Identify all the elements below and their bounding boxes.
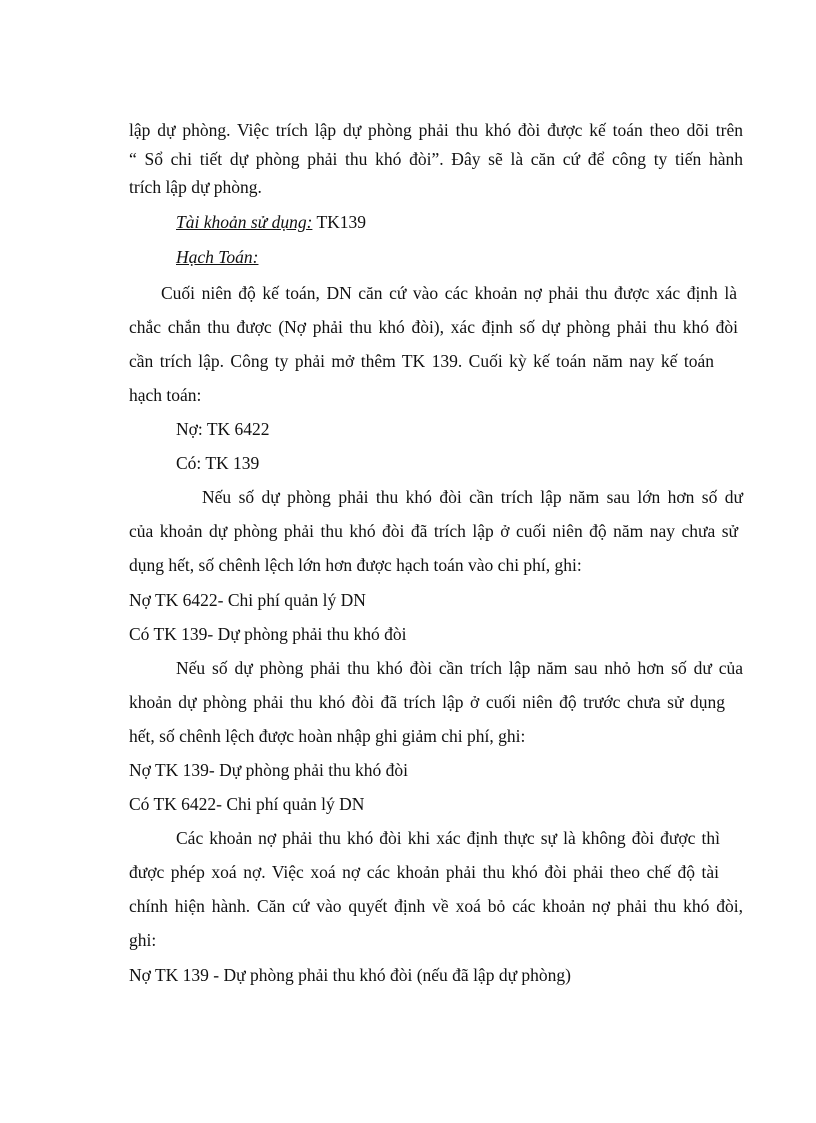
paragraph-line: chính hiện hành. Căn cứ vào quyết định về xoá bỏ các khoản nợ phải thu khó đòi, (129, 896, 743, 916)
account-value: TK139 (312, 212, 367, 232)
paragraph-line: Các khoản nợ phải thu khó đòi khi xác định thực sự là không đòi được thì (176, 828, 720, 848)
paragraph-line: hết, số chênh lệch được hoàn nhập ghi giảm chi phí, ghi: (129, 726, 526, 746)
paragraph-line: Cuối niên độ kế toán, DN căn cứ vào các khoản nợ phải thu được xác định là (161, 283, 737, 303)
entry-debit: Nợ TK 139 - Dự phòng phải thu khó đòi (nếu đã lập dự phòng) (129, 965, 572, 985)
entry-debit: Nợ: TK 6422 (176, 419, 270, 439)
paragraph-line: Nếu số dự phòng phải thu khó đòi cần trích lập năm sau nhỏ hơn số dư của (176, 658, 743, 678)
paragraph-line: Nếu số dự phòng phải thu khó đòi cần trích lập năm sau lớn hơn số dư (202, 487, 743, 507)
paragraph-line: trích lập dự phòng. (129, 177, 262, 197)
paragraph-line: được phép xoá nợ. Việc xoá nợ các khoản phải thu khó đòi phải theo chế độ tài (129, 862, 719, 882)
paragraph-line: của khoản dự phòng phải thu khó đòi đã trích lập ở cuối niên độ năm nay chưa sử (129, 521, 738, 541)
entry-credit: Có TK 139- Dự phòng phải thu khó đòi (129, 624, 407, 644)
paragraph-line: cần trích lập. Công ty phải mở thêm TK 139. Cuối kỳ kế toán năm nay kế toán (129, 351, 714, 371)
account-line (176, 211, 366, 233)
entry-debit: Nợ TK 139- Dự phòng phải thu khó đòi (129, 760, 408, 780)
entry-credit: Có TK 6422- Chi phí quản lý DN (129, 794, 365, 814)
account-label: Tài khoản sử dụng: (176, 212, 313, 232)
paragraph-line: hạch toán: (129, 385, 202, 405)
paragraph-line: chắc chắn thu được (Nợ phải thu khó đòi), xác định số dự phòng phải thu khó đòi (129, 317, 738, 337)
entry-credit: Có: TK 139 (176, 453, 260, 473)
paragraph-line: lập dự phòng. Việc trích lập dự phòng phải thu khó đòi được kế toán theo dõi trên (129, 120, 743, 140)
paragraph-line: “ Sổ chi tiết dự phòng phải thu khó đòi”. Đây sẽ là căn cứ để công ty tiến hành (129, 149, 743, 169)
paragraph-line: ghi: (129, 930, 157, 950)
paragraph-line: dụng hết, số chênh lệch lớn hơn được hạch toán vào chi phí, ghi: (129, 555, 582, 575)
paragraph-line: khoản dự phòng phải thu khó đòi đã trích lập ở cuối niên độ trước chưa sử dụng (129, 692, 725, 712)
entry-debit: Nợ TK 6422- Chi phí quản lý DN (129, 590, 366, 610)
accounting-heading: Hạch Toán: (176, 247, 259, 267)
